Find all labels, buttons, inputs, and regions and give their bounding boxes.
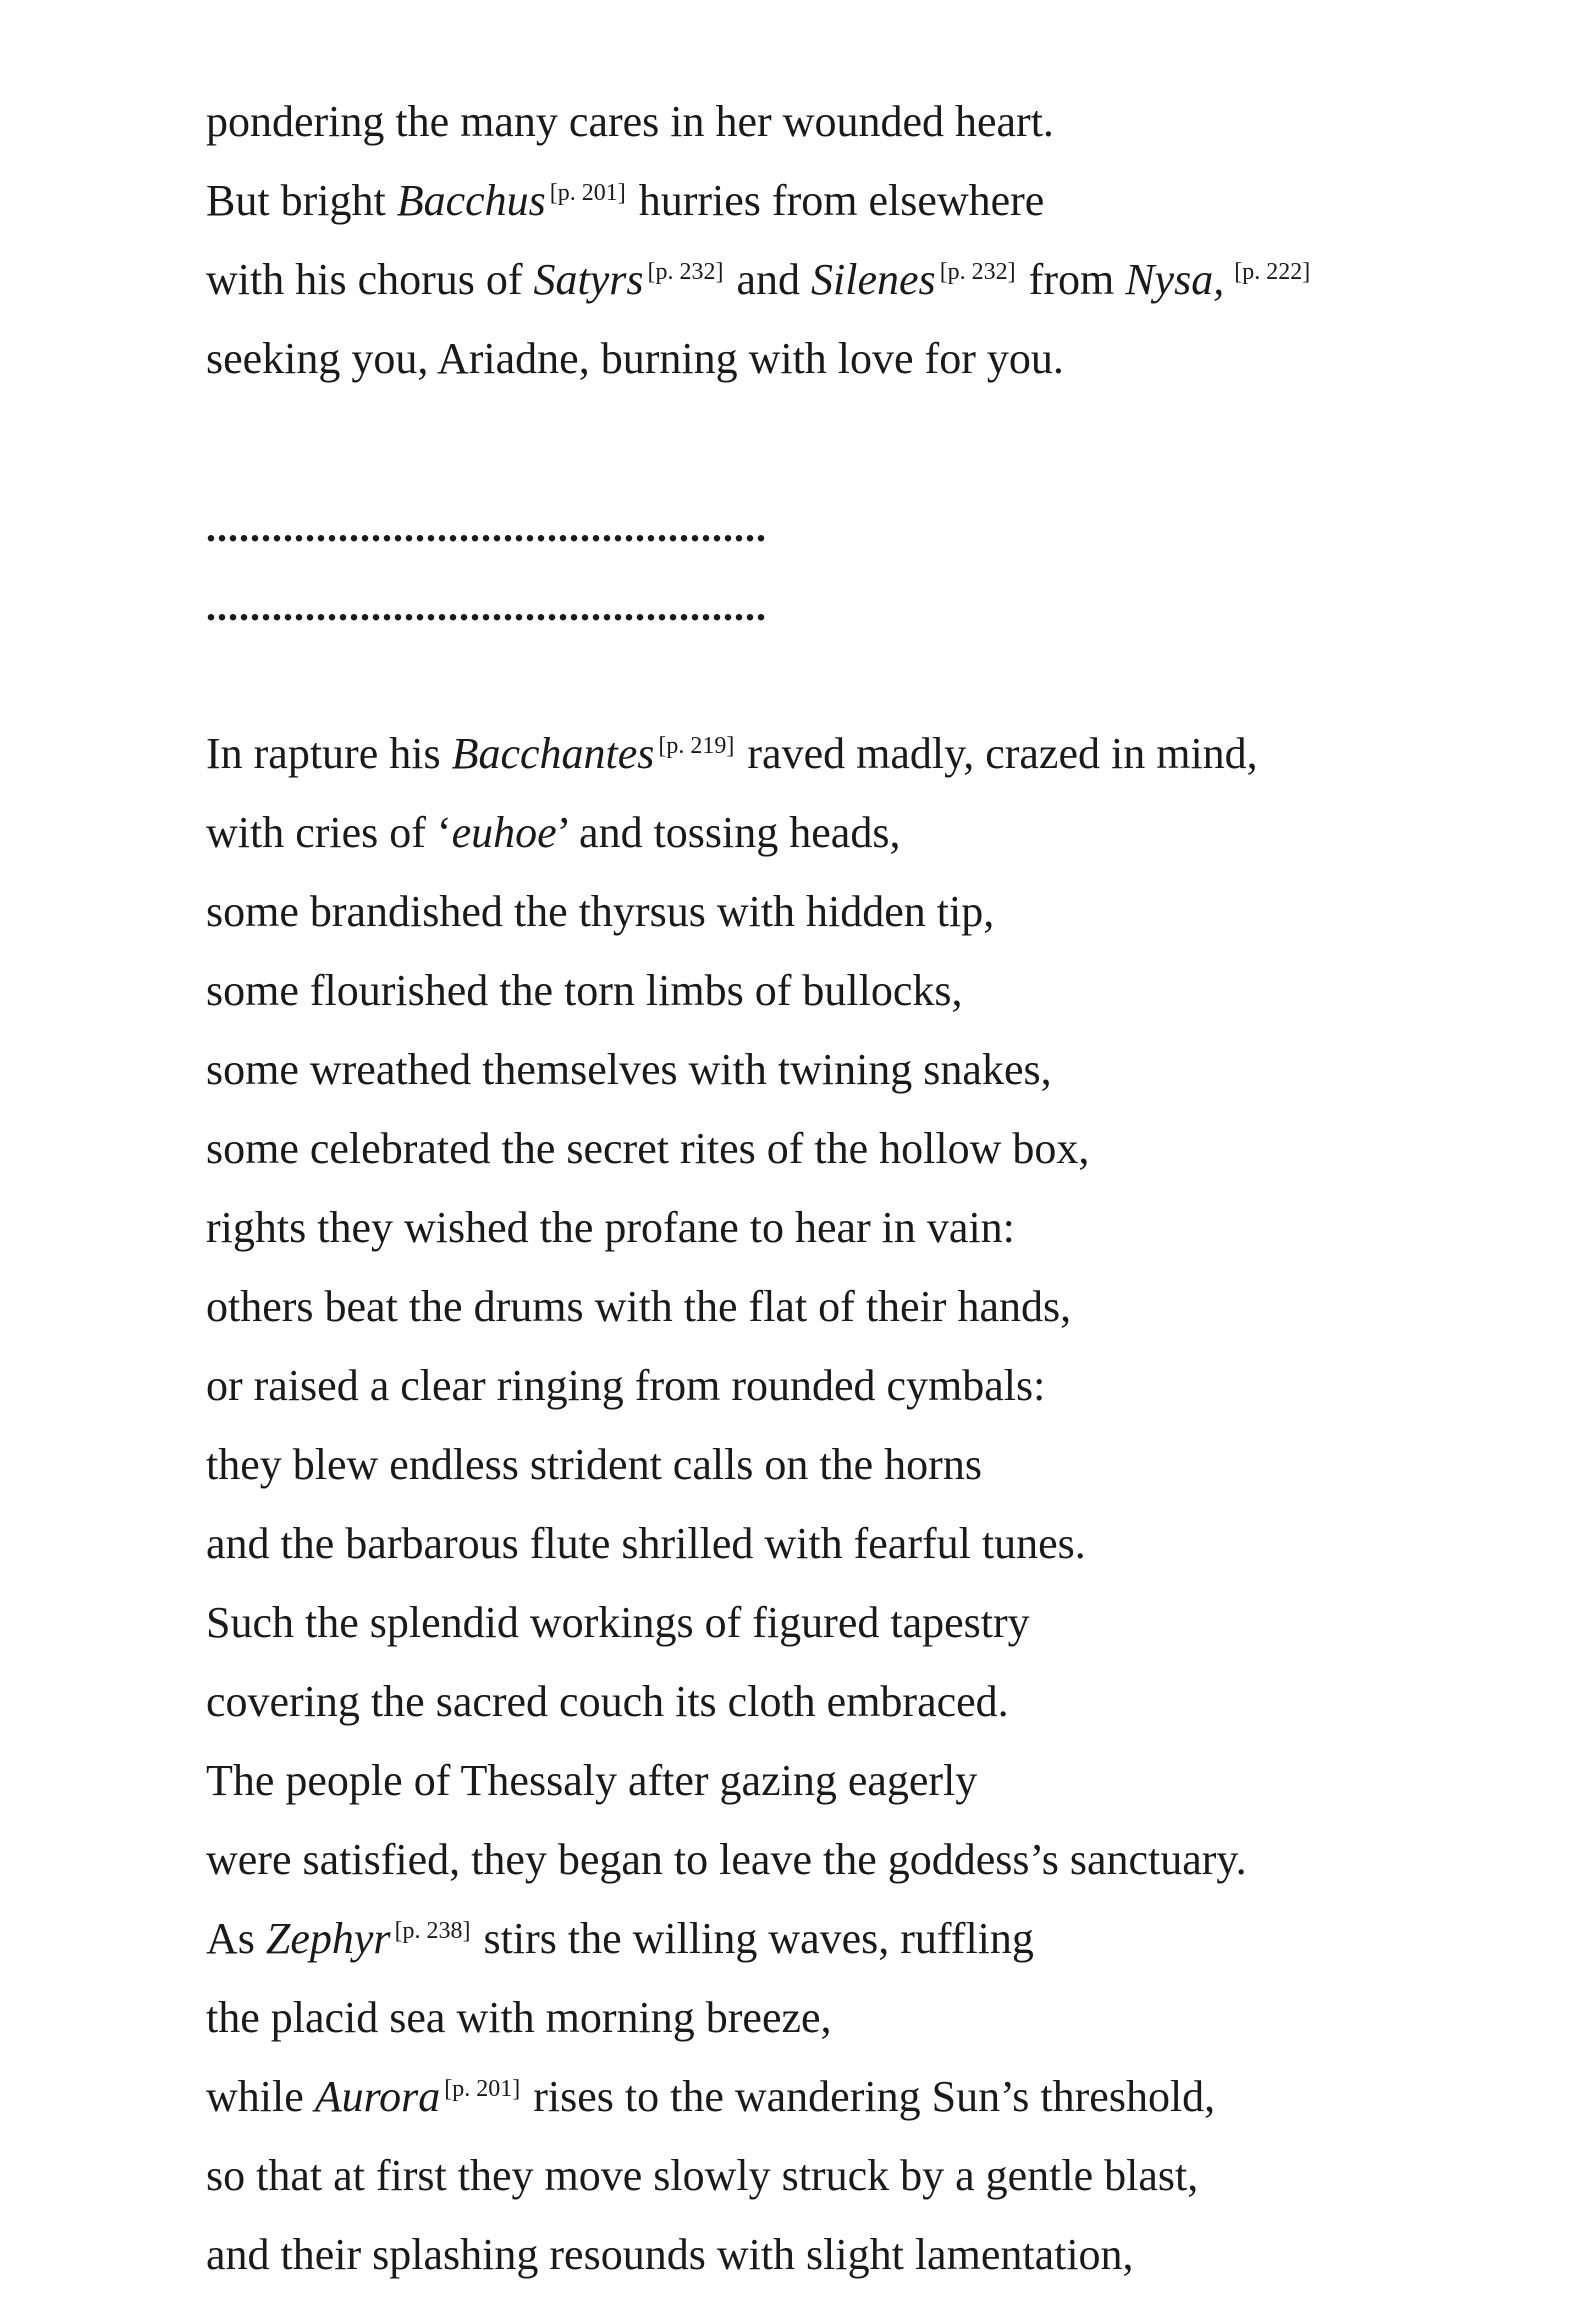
page-reference: [p. 219]	[658, 733, 735, 759]
page-reference: [p. 232]	[939, 259, 1016, 285]
verse-line	[206, 1188, 1258, 1267]
verse-text: and	[725, 255, 812, 304]
verse-text: some wreathed themselves with twining snakes,	[206, 1045, 1052, 1094]
italic-name: Nysa,	[1125, 255, 1225, 304]
verse-line	[206, 1583, 1258, 1662]
verse-line	[206, 2136, 1258, 2215]
verse-text: some celebrated the secret rites of the hollow box,	[206, 1124, 1090, 1173]
verse-line	[206, 872, 1258, 951]
verse-line	[206, 1899, 1258, 1978]
verse-line	[206, 2215, 1258, 2294]
verse-text: some brandished the thyrsus with hidden tip,	[206, 887, 995, 936]
verse-line	[206, 1346, 1258, 1425]
verse-text: As	[206, 1914, 266, 1963]
verse-text: while	[206, 2072, 315, 2121]
verse-text: But bright	[206, 176, 397, 225]
italic-name: Satyrs	[533, 255, 644, 304]
italic-name: Zephyr	[265, 1914, 391, 1963]
italic-name: Silenes	[811, 255, 936, 304]
verse-text: ’ and tossing heads,	[556, 808, 901, 857]
verse-line	[206, 951, 1258, 1030]
verse-line	[206, 1030, 1258, 1109]
verse-text: and the barbarous flute shrilled with fearful tunes.	[206, 1519, 1086, 1568]
verse-text: or raised a clear ringing from rounded cymbals:	[206, 1361, 1046, 1410]
verse-text: so that at first they move slowly struck by a gentle blast,	[206, 2151, 1199, 2200]
stanza-2	[206, 714, 1258, 2294]
verse-text: In rapture his	[206, 729, 452, 778]
omission-marker	[206, 488, 767, 646]
verse-line	[206, 319, 1312, 398]
verse-text: from	[1017, 255, 1126, 304]
verse-line	[206, 1662, 1258, 1741]
verse-line	[206, 2057, 1258, 2136]
italic-name: Aurora	[314, 2072, 441, 2121]
italic-name: Bacchus	[396, 176, 546, 225]
verse-text: with cries of ‘	[206, 808, 452, 857]
ellipsis-line: ...................................................	[206, 505, 767, 550]
verse-text: rises to the wandering Sun’s threshold,	[522, 2072, 1216, 2121]
ellipsis-line: ...................................................	[206, 584, 767, 629]
verse-text: pondering the many cares in her wounded heart.	[206, 97, 1054, 146]
verse-line	[206, 1741, 1258, 1820]
verse-line	[206, 82, 1312, 161]
page-reference: [p. 238]	[394, 1918, 471, 1944]
verse-line	[206, 1109, 1258, 1188]
page-reference: [p. 201]	[549, 180, 626, 206]
verse-text: rights they wished the profane to hear in vain:	[206, 1203, 1015, 1252]
verse-line	[206, 1820, 1258, 1899]
verse-line	[206, 1425, 1258, 1504]
verse-line	[206, 240, 1312, 319]
verse-text: they blew endless strident calls on the horns	[206, 1440, 982, 1489]
verse-text: stirs the willing waves, ruffling	[472, 1914, 1034, 1963]
verse-text: were satisfied, they began to leave the goddess’s sanctuary.	[206, 1835, 1247, 1884]
verse-line	[206, 714, 1258, 793]
verse-text: and their splashing resounds with slight lamentation,	[206, 2230, 1134, 2279]
verse-line	[206, 793, 1258, 872]
italic-name: euhoe	[451, 808, 557, 857]
verse-line	[206, 1504, 1258, 1583]
verse-text: hurries from elsewhere	[627, 176, 1045, 225]
stanza-1	[206, 82, 1312, 398]
verse-text: covering the sacred couch its cloth embraced.	[206, 1677, 1009, 1726]
verse-line	[206, 161, 1312, 240]
verse-text: some flourished the torn limbs of bullocks,	[206, 966, 963, 1015]
page-reference: [p. 201]	[444, 2076, 521, 2102]
verse-text: Such the splendid workings of figured tapestry	[206, 1598, 1030, 1647]
verse-line	[206, 1978, 1258, 2057]
verse-text: seeking you, Ariadne, burning with love for you.	[206, 334, 1064, 383]
verse-text: others beat the drums with the flat of their hands,	[206, 1282, 1072, 1331]
italic-name: Bacchantes	[451, 729, 655, 778]
page-reference: [p. 222]	[1228, 259, 1311, 285]
verse-text: the placid sea with morning breeze,	[206, 1993, 832, 2042]
page-reference: [p. 232]	[647, 259, 724, 285]
verse-line	[206, 1267, 1258, 1346]
verse-text: raved madly, crazed in mind,	[736, 729, 1258, 778]
verse-text: with his chorus of	[206, 255, 534, 304]
verse-text: The people of Thessaly after gazing eagerly	[206, 1756, 978, 1805]
